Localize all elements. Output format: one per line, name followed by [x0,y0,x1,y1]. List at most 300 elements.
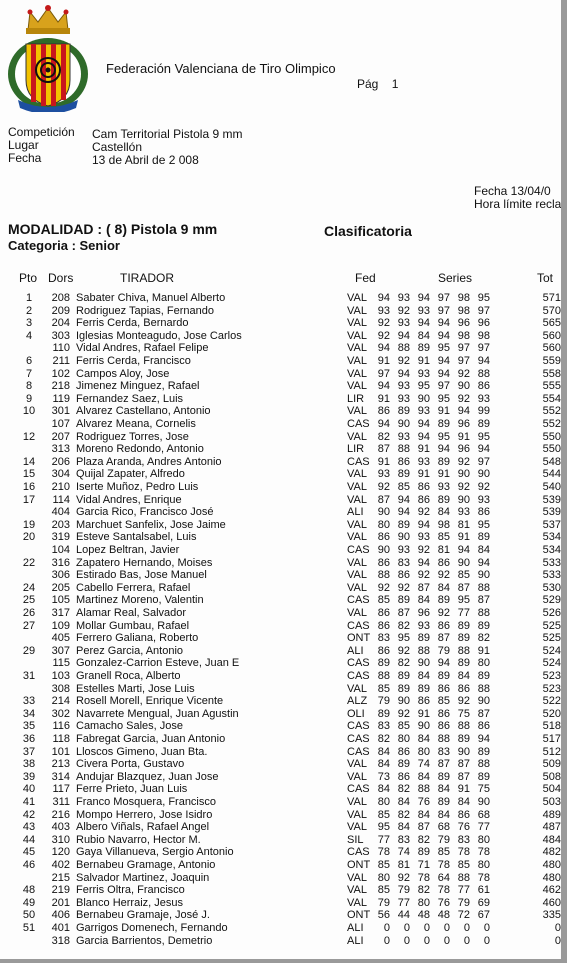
rank-cell: 4 [25,329,33,342]
dorsal-cell: 308 [51,682,70,695]
series-score-cell: 86 [397,455,410,468]
total-cell: 0 [554,922,561,934]
series-score-cell: 72 [457,909,470,922]
series-score-cell: 84 [417,329,430,342]
dorsal-cell: 311 [52,796,70,808]
fecha-value: 13 de Abril de 2 008 [92,153,199,167]
rank-cell: 38 [22,758,36,771]
series-score-cell: 86 [377,556,390,569]
total-cell: 525 [542,619,561,632]
series-score-cell: 95 [437,342,450,355]
series-score-cell: 84 [397,796,410,808]
shooter-name-cell: Ferris Cerda, Francisco [76,355,191,367]
dorsal-cell: 107 [51,418,70,430]
series-score-cell: 0 [423,934,430,947]
series-score-cell: 88 [477,367,490,380]
series-score-cell: 92 [437,569,450,582]
shooter-name-cell: Iserte Muñoz, Pedro Luis [76,481,199,493]
series-score-cell: 94 [377,380,390,393]
shooter-name-cell: Civera Porta, Gustavo [76,758,185,771]
series-score-cell: 78 [377,846,390,859]
series-score-cell: 85 [397,481,410,493]
series-score-cell: 78 [417,871,430,884]
federation-cell: LIR [347,443,365,456]
dorsal-cell: 117 [52,783,70,796]
dorsal-cell: 209 [51,304,70,317]
shooter-name-cell: Vidal Andres, Enrique [76,493,182,506]
shooter-name-cell: Quijal Zapater, Alfredo [76,468,185,481]
total-cell: 525 [542,632,561,645]
series-score-cell: 48 [437,909,450,922]
series-score-cell: 92 [377,581,390,594]
dorsal-cell: 318 [51,934,70,947]
competicion-value: Cam Territorial Pistola 9 mm [92,127,243,141]
total-cell: 480 [542,871,561,884]
series-score-cell: 90 [377,544,390,556]
federation-cell: CAS [347,455,370,468]
federation-cell: VAL [347,342,367,355]
series-score-cell: 92 [397,304,410,317]
series-score-cell: 92 [457,367,470,380]
series-score-cell: 90 [477,569,490,582]
shooter-name-cell: Ferrero Galiana, Roberto [76,632,199,645]
series-score-cell: 91 [457,783,470,796]
series-score-cell: 86 [437,720,450,733]
series-score-cell: 89 [397,405,410,418]
series-score-cell: 86 [417,481,430,493]
federation-cell: CAS [347,657,370,670]
series-score-cell: 92 [457,695,470,708]
series-score-cell: 89 [477,418,490,430]
total-cell: 555 [542,380,561,393]
dorsal-cell: 213 [51,758,70,771]
rank-cell: 42 [22,808,36,821]
series-score-cell: 86 [377,644,390,657]
series-score-cell: 89 [417,846,430,859]
total-cell: 522 [542,695,561,708]
series-score-cell: 84 [437,783,450,796]
series-score-cell: 68 [477,808,490,821]
series-score-cell: 94 [437,443,450,456]
shooter-name-cell: Moreno Redondo, Antonio [76,443,204,456]
series-score-cell: 79 [377,695,390,708]
series-score-cell: 93 [417,405,430,418]
series-score-cell: 94 [397,506,410,519]
rank-cell: 41 [22,796,36,808]
rank-cell: 43 [22,821,36,834]
series-score-cell: 88 [377,670,390,682]
dorsal-cell: 103 [51,670,70,682]
total-cell: 508 [542,770,561,783]
series-score-cell: 89 [437,455,450,468]
series-score-cell: 89 [457,733,470,745]
series-score-cell: 86 [377,607,390,619]
series-score-cell: 93 [397,544,410,556]
series-score-cell: 97 [437,304,450,317]
dorsal-cell: 401 [51,922,70,934]
series-score-cell: 89 [397,682,410,695]
dorsal-cell: 210 [51,481,70,493]
series-score-cell: 86 [437,619,450,632]
federation-cell: CAS [347,733,370,745]
dorsal-cell: 116 [52,720,70,733]
rank-cell: 34 [22,707,36,720]
total-cell: 540 [542,481,561,493]
series-score-cell: 92 [477,481,490,493]
series-score-cell: 78 [437,884,450,897]
total-cell: 552 [542,418,561,430]
series-score-cell: 86 [377,405,390,418]
series-score-cell: 90 [377,506,390,519]
rank-cell: 22 [22,556,36,569]
series-score-cell: 97 [477,304,490,317]
series-score-cell: 93 [397,317,410,330]
dorsal-cell: 211 [52,355,70,367]
federation-cell: ONT [347,909,371,922]
page-label: Pág [357,77,379,91]
shooter-name-cell: Zapatero Hernando, Moises [76,556,213,569]
series-score-cell: 89 [457,632,470,645]
series-score-cell: 89 [477,745,490,758]
total-cell: 517 [542,733,561,745]
series-score-cell: 94 [477,556,490,569]
series-score-cell: 85 [437,531,450,544]
federation-cell: VAL [347,329,367,342]
lugar-label: Lugar [8,138,39,152]
clasificatoria-label: Clasificatoria [324,223,412,239]
federation-cell: VAL [347,581,367,594]
dorsal-cell: 219 [51,884,70,897]
series-score-cell: 87 [477,594,490,607]
series-score-cell: 85 [377,808,390,821]
series-score-cell: 98 [437,518,450,531]
series-score-cell: 80 [477,833,490,846]
series-score-cell: 86 [437,556,450,569]
series-score-cell: 94 [457,544,470,556]
series-score-cell: 74 [417,758,430,771]
fecha-label: Fecha [8,151,42,165]
series-score-cell: 84 [457,670,470,682]
series-score-cell: 95 [397,632,410,645]
series-score-cell: 75 [477,783,490,796]
shooter-name-cell: Esteve Santalsabel, Luis [76,531,197,544]
series-score-cell: 83 [377,632,390,645]
dorsal-cell: 214 [51,695,70,708]
series-score-cell: 88 [457,871,470,884]
federation-cell: CAS [347,594,370,607]
series-score-cell: 90 [477,695,490,708]
shooter-name-cell: Vidal Andres, Rafael Felipe [76,342,209,355]
federation-cell: VAL [347,821,367,834]
total-cell: 526 [542,607,561,619]
series-score-cell: 85 [437,695,450,708]
shooter-name-cell: Garrigos Domenech, Fernando [76,922,228,934]
dorsal-cell: 110 [52,342,70,355]
federation-cell: CAS [347,418,370,430]
rank-cell: 31 [22,670,36,682]
shooter-name-cell: Bernabeu Gramage, Antonio [76,859,216,871]
series-score-cell: 89 [437,770,450,783]
dorsal-cell: 314 [51,770,70,783]
series-score-cell: 96 [417,607,430,619]
series-score-cell: 93 [477,493,490,506]
federation-cell: CAS [347,544,370,556]
rank-cell: 36 [22,733,36,745]
dorsal-cell: 207 [51,430,70,443]
rank-cell: 1 [25,292,33,304]
series-score-cell: 87 [437,632,450,645]
federation-cell: VAL [347,292,367,304]
rank-cell: 2 [25,304,33,317]
series-score-cell: 86 [377,619,390,632]
series-score-cell: 95 [457,594,470,607]
federation-cell: VAL [347,518,367,531]
series-score-cell: 98 [457,292,470,304]
total-cell: 537 [542,518,561,531]
series-score-cell: 87 [397,607,410,619]
page-edge [561,0,567,963]
federation-cell: LIR [347,392,365,405]
series-score-cell: 91 [377,455,390,468]
series-score-cell: 82 [377,733,390,745]
series-score-cell: 93 [477,392,490,405]
federation-cell: CAS [347,720,370,733]
series-score-cell: 0 [483,922,490,934]
series-score-cell: 88 [397,342,410,355]
dorsal-cell: 120 [51,846,70,859]
series-score-cell: 98 [477,329,490,342]
series-score-cell: 94 [377,292,390,304]
series-score-cell: 94 [417,292,430,304]
shooter-name-cell: Perez Garcia, Antonio [76,644,184,657]
shooter-name-cell: Jimenez Minguez, Rafael [76,380,200,393]
total-cell: 0 [554,934,561,947]
series-score-cell: 89 [457,619,470,632]
series-score-cell: 0 [383,934,390,947]
series-score-cell: 92 [417,506,430,519]
series-score-cell: 88 [477,758,490,771]
series-score-cell: 82 [397,808,410,821]
series-score-cell: 79 [437,644,450,657]
series-score-cell: 95 [437,392,450,405]
federation-cell: CAS [347,846,370,859]
federation-cell: VAL [347,380,367,393]
federation-cell: VAL [347,355,367,367]
series-score-cell: 92 [377,329,390,342]
series-score-cell: 86 [417,493,430,506]
series-score-cell: 93 [437,481,450,493]
series-score-cell: 86 [437,707,450,720]
series-score-cell: 97 [457,355,470,367]
series-score-cell: 80 [397,733,410,745]
series-score-cell: 87 [377,493,390,506]
federation-cell: VAL [347,556,367,569]
federation-cell: VAL [347,569,367,582]
rank-cell: 46 [22,859,36,871]
federation-cell: ALI [347,934,364,947]
dorsal-cell: 304 [51,468,70,481]
series-score-cell: 87 [437,758,450,771]
series-score-cell: 90 [397,531,410,544]
total-cell: 548 [542,455,561,468]
total-cell: 534 [542,531,561,544]
series-score-cell: 94 [437,367,450,380]
rank-cell: 25 [22,594,36,607]
series-score-cell: 90 [457,468,470,481]
series-score-cell: 89 [397,518,410,531]
series-score-cell: 90 [457,380,470,393]
series-score-cell: 95 [377,821,390,834]
dorsal-cell: 319 [51,531,70,544]
shooter-name-cell: Navarrete Mengual, Juan Agustin [76,707,239,720]
federation-cell: CAS [347,670,370,682]
series-score-cell: 89 [417,682,430,695]
federation-cell: ALI [347,644,364,657]
series-score-cell: 81 [457,518,470,531]
total-cell: 539 [542,506,561,519]
series-score-cell: 90 [417,720,430,733]
rank-cell: 15 [22,468,36,481]
series-score-cell: 75 [457,707,470,720]
series-score-cell: 94 [477,355,490,367]
col-pto: Pto [19,271,38,285]
dorsal-cell: 119 [52,392,70,405]
series-score-cell: 82 [417,833,430,846]
series-score-cell: 84 [417,808,430,821]
series-score-cell: 71 [417,859,430,871]
series-score-cell: 84 [397,821,410,834]
rank-cell: 33 [22,695,36,708]
total-cell: 560 [542,342,561,355]
dorsal-cell: 204 [51,317,70,330]
rank-cell: 17 [22,493,36,506]
shooter-name-cell: Rosell Morell, Enrique Vicente [76,695,224,708]
col-series: Series [438,271,473,285]
shooter-name-cell: Marchuet Sanfelix, Jose Jaime [76,518,226,531]
series-score-cell: 88 [477,682,490,695]
series-score-cell: 95 [417,380,430,393]
series-score-cell: 85 [377,859,390,871]
series-score-cell: 84 [437,808,450,821]
series-score-cell: 84 [377,783,390,796]
page-number: 1 [391,77,399,91]
series-score-cell: 86 [437,682,450,695]
total-cell: 534 [542,544,561,556]
shooter-name-cell: Bernabeu Gramaje, José J. [76,909,210,922]
series-score-cell: 96 [457,418,470,430]
total-cell: 552 [542,405,561,418]
series-score-cell: 80 [477,657,490,670]
rank-cell: 19 [22,518,36,531]
federation-cell: VAL [347,405,367,418]
dorsal-cell: 218 [51,380,70,393]
rank-cell: 3 [25,317,33,330]
series-score-cell: 90 [457,556,470,569]
series-score-cell: 92 [397,644,410,657]
total-cell: 570 [542,304,561,317]
dorsal-cell: 310 [51,833,70,846]
col-tirador: TIRADOR [120,271,174,285]
series-score-cell: 0 [423,922,430,934]
series-score-cell: 81 [397,859,410,871]
federation-cell: VAL [347,430,367,443]
series-score-cell: 85 [457,859,470,871]
series-score-cell: 94 [417,317,430,330]
series-score-cell: 88 [457,720,470,733]
series-score-cell: 78 [477,871,490,884]
series-score-cell: 89 [397,670,410,682]
series-score-cell: 87 [377,443,390,456]
series-score-cell: 91 [417,468,430,481]
claim-deadline: Hora límite recla [474,197,562,211]
total-cell: 503 [542,796,561,808]
shooter-name-cell: Granell Roca, Alberto [76,670,181,682]
series-score-cell: 89 [477,670,490,682]
series-score-cell: 89 [437,594,450,607]
total-cell: 524 [542,644,561,657]
rank-cell: 14 [22,455,36,468]
series-score-cell: 86 [477,380,490,393]
col-fed: Fed [355,271,376,285]
federation-cell: ONT [347,632,371,645]
series-score-cell: 85 [377,594,390,607]
total-cell: 335 [542,909,561,922]
series-score-cell: 77 [477,821,490,834]
total-cell: 565 [542,317,561,330]
series-score-cell: 80 [417,896,430,909]
total-cell: 518 [542,720,561,733]
series-score-cell: 68 [437,821,450,834]
series-score-cell: 85 [377,884,390,897]
shooter-name-cell: Blanco Herraiz, Jesus [76,896,183,909]
series-score-cell: 48 [417,909,430,922]
series-score-cell: 92 [397,581,410,594]
rank-cell: 40 [22,783,36,796]
shooter-name-cell: Lloscos Gimeno, Juan Bta. [76,745,208,758]
series-score-cell: 61 [477,884,490,897]
shooter-name-cell: Iglesias Monteagudo, Jose Carlos [76,329,242,342]
dorsal-cell: 104 [51,544,70,556]
shooter-name-cell: Salvador Martinez, Joaquin [76,871,210,884]
series-score-cell: 92 [417,544,430,556]
series-score-cell: 83 [457,833,470,846]
series-score-cell: 94 [397,329,410,342]
total-cell: 460 [542,896,561,909]
series-score-cell: 87 [417,581,430,594]
dorsal-cell: 317 [51,607,70,619]
series-score-cell: 97 [437,292,450,304]
series-score-cell: 98 [457,329,470,342]
series-score-cell: 86 [397,569,410,582]
shooter-name-cell: Cabello Ferrera, Rafael [76,581,191,594]
shooter-name-cell: Gaya Villanueva, Sergio Antonio [76,846,234,859]
series-score-cell: 80 [377,796,390,808]
series-score-cell: 94 [437,317,450,330]
series-score-cell: 78 [437,859,450,871]
series-score-cell: 89 [437,418,450,430]
dorsal-cell: 101 [51,745,70,758]
total-cell: 558 [542,367,561,380]
shooter-name-cell: Rodriguez Torres, Jose [76,430,189,443]
series-score-cell: 89 [397,758,410,771]
total-cell: 480 [542,859,561,871]
series-score-cell: 89 [477,770,490,783]
series-score-cell: 92 [437,607,450,619]
series-score-cell: 82 [397,783,410,796]
dorsal-cell: 201 [51,896,70,909]
series-score-cell: 90 [397,418,410,430]
total-cell: 482 [542,846,561,859]
